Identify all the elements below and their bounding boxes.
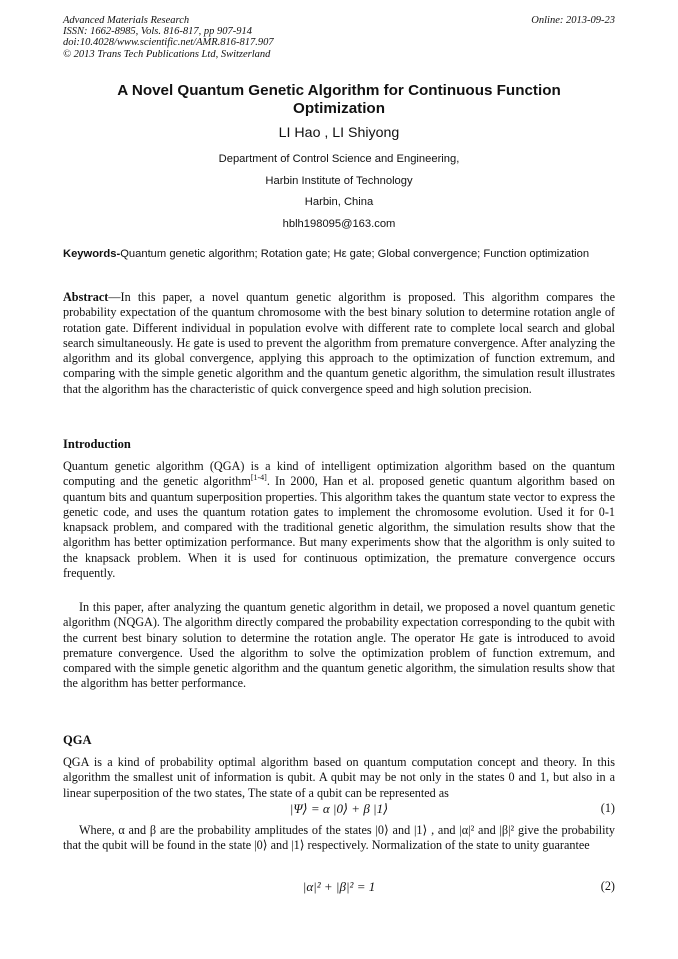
journal-name: Advanced Materials Research — [63, 15, 190, 26]
introduction-paragraph-2: In this paper, after analyzing the quantum genetic algorithm in detail, we proposed a novel quantum genetic algorithm (NQGA). The algorithm directly compared the probability expectation corresponding to the qubit with the current best binary solution to determine the rotation angle. The operator Hε gate is introduced to avoid premature convergence. Used the algorithm to solve the optimization problem of function extremum, and compared with the simple genetic algorithm and the quantum genetic algorithm, the simulation results show that the algorithm has better performance. — [63, 600, 615, 691]
qga-heading: QGA — [63, 733, 92, 747]
introduction-paragraph-1 — [63, 459, 615, 581]
affiliation-line-2: Harbin Institute of Technology — [265, 174, 413, 187]
abstract-text: In this paper, a novel quantum genetic algorithm is proposed. This algorithm compares the probability expectation of the quantum chromosome with the best binary solution to determine rotation angle of rotation gate. Different individual in population evolve with different rate to complete local search and global search simultaneously. Hε gate is used to prevent the algorithm from premature convergence. After analyzing the algorithm and its global convergence, applying this approach to the optimization of function extremum, and comparing with the simple genetic algorithm and the quantum genetic algorithm, the simulation result illustrates that the algorithm has the characteristic of quick convergence speed and high solution precision. — [63, 290, 615, 396]
paper-title — [63, 82, 615, 118]
online-date: Online: 2013-09-23 — [531, 15, 615, 26]
keywords-label: Keywords- — [63, 248, 121, 260]
equation-1-number: (1) — [600, 801, 615, 815]
doi-line: doi:10.4028/www.scientific.net/AMR.816-817.907 — [63, 37, 274, 49]
copyright-line: © 2013 Trans Tech Publications Ltd, Switzerland — [63, 48, 271, 60]
authors: LI Hao , LI Shiyong — [278, 125, 400, 141]
issn-line: ISSN: 1662-8985, Vols. 816-817, pp 907-914 — [63, 26, 252, 38]
title-line-1: A Novel Quantum Genetic Algorithm for Continuous Function — [117, 82, 561, 99]
qga-paragraph-1: QGA is a kind of probability optimal algorithm based on quantum computation concept and theory. In this algorithm the smallest unit of information is qubit. A qubit may be not only in the states 0 and 1, but also in a linear superposition of the two states, The state of a qubit can be represented as — [63, 755, 615, 800]
abstract-label: Abstract — [63, 290, 109, 304]
introduction-heading: Introduction — [63, 437, 131, 451]
equation-1 — [63, 801, 615, 819]
intro-p1-text: Quantum genetic algorithm (QGA) is a kind of intelligent optimization algorithm based on the quantum computing and the genetic algorithm — [63, 459, 615, 489]
equation-2-body: |α|² + |β|² = 1 — [302, 879, 376, 894]
affiliation — [63, 149, 615, 235]
affiliation-line-1: Department of Control Science and Engineering, — [218, 153, 460, 165]
journal-header — [63, 15, 274, 60]
author-email: hblh198095@163.com — [282, 217, 396, 230]
equation-1-body: |Ψ⟩ = α |0⟩ + β |1⟩ — [289, 801, 389, 816]
qga-paragraph-2: Where, α and β are the probability amplitudes of the states |0⟩ and |1⟩ , and |α|² and |β|² give the probability that the qubit will be found in the state |0⟩ and |1⟩ respectively. Normalization of the state to unity guarantee — [63, 823, 615, 853]
abstract-block — [63, 290, 615, 397]
equation-2-number: (2) — [600, 879, 615, 893]
keywords-block — [63, 248, 615, 262]
equation-2 — [63, 879, 615, 899]
intro-p1-text-cont: . In 2000, Han et al. proposed genetic quantum algorithm based on quantum bits and quantum superposition properties. This algorithm takes the quantum state vector to express the genetic code, and uses the quantum rotation gates to implement the chromosome evolution. Used it for 0-1 knapsack problem, and compared with the traditional genetic algorithm, the simulation results show that the algorithm has better optimization performance. But many experiments show that the algorithm is only suited to the knapsack problem. When it is used for continuous optimization, the premature convergence occurs frequently. — [63, 474, 616, 581]
citation: [1-4] — [250, 473, 267, 483]
title-line-2: Optimization — [293, 100, 385, 117]
affiliation-line-3: Harbin, China — [304, 196, 374, 208]
abstract-dash: — — [108, 290, 121, 304]
keywords-text: Quantum genetic algorithm; Rotation gate; Hε gate; Global convergence; Function optimization — [120, 248, 590, 260]
